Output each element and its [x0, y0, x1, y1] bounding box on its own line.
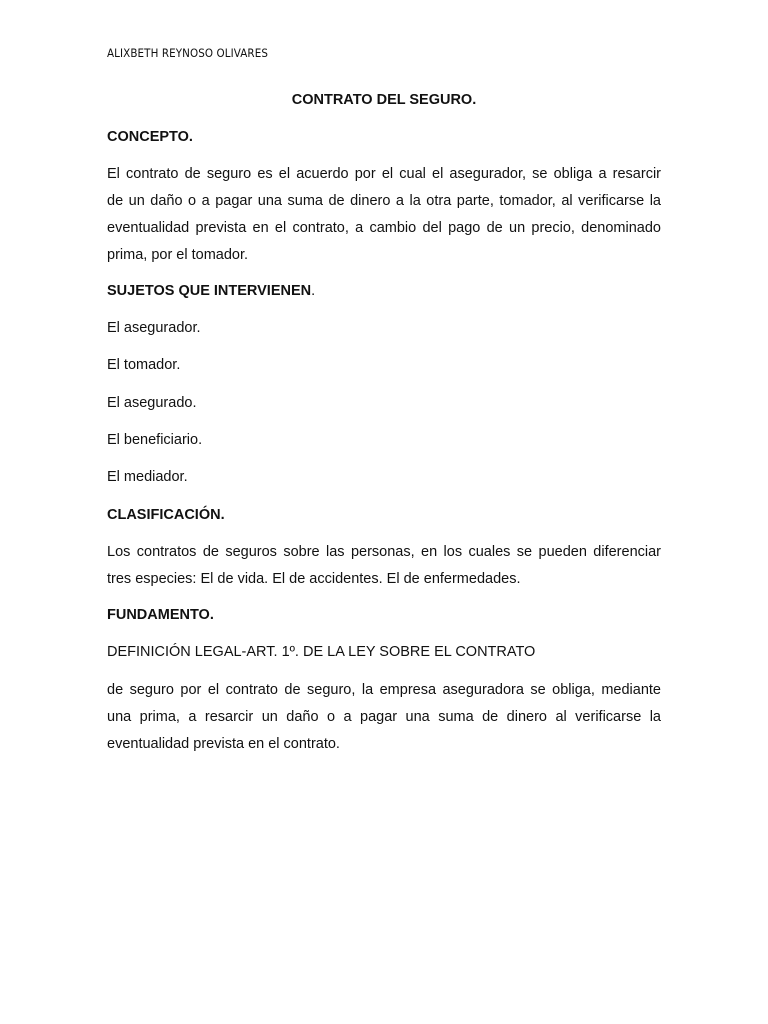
- paragraph-line: tres especies: El de vida. El de accidentes. El de enfermedades.: [107, 571, 521, 587]
- sujeto-item: El asegurador.: [107, 320, 201, 336]
- paragraph-line: de un daño o a pagar una suma de dinero a la otra parte, tomador, al verificarse la: [107, 193, 661, 209]
- sujetos-heading-row: [107, 278, 661, 305]
- paragraph-line: eventualidad prevista en el contrato, a cambio del pago de un precio, denominado: [107, 220, 661, 236]
- paragraph-line: Los contratos de seguros sobre las personas, en los cuales se pueden diferenciar: [107, 544, 661, 560]
- author-header: ALIXBETH REYNOSO OLIVARES: [107, 46, 268, 60]
- paragraph-line: eventualidad prevista en el contrato.: [107, 736, 340, 752]
- concepto-heading: CONCEPTO.: [107, 129, 193, 145]
- paragraph-line: prima, por el tomador.: [107, 247, 249, 263]
- fundamento-heading: FUNDAMENTO.: [107, 607, 214, 623]
- definicion-legal-line: DEFINICIÓN LEGAL-ART. 1º. DE LA LEY SOBRE EL CONTRATO: [107, 644, 536, 660]
- sujetos-heading-period: .: [311, 283, 316, 299]
- document-title: CONTRATO DEL SEGURO.: [291, 92, 477, 108]
- sujetos-heading: SUJETOS QUE INTERVIENEN: [107, 283, 312, 299]
- paragraph-line: de seguro por el contrato de seguro, la empresa aseguradora se obliga, mediante: [107, 682, 661, 698]
- clasificacion-paragraph: [107, 539, 661, 593]
- sujeto-item: El asegurado.: [107, 395, 197, 411]
- concepto-paragraph: [107, 161, 661, 269]
- sujeto-item: El beneficiario.: [107, 432, 203, 448]
- paragraph-line: una prima, a resarcir un daño o a pagar una suma de dinero al verificarse la: [107, 709, 661, 725]
- clasificacion-heading: CLASIFICACIÓN.: [107, 507, 225, 523]
- paragraph-line: El contrato de seguro es el acuerdo por el cual el asegurador, se obliga a resarcir: [107, 166, 661, 182]
- sujeto-item: El tomador.: [107, 357, 181, 373]
- definicion-paragraph: [107, 677, 661, 758]
- sujeto-item: El mediador.: [107, 469, 188, 485]
